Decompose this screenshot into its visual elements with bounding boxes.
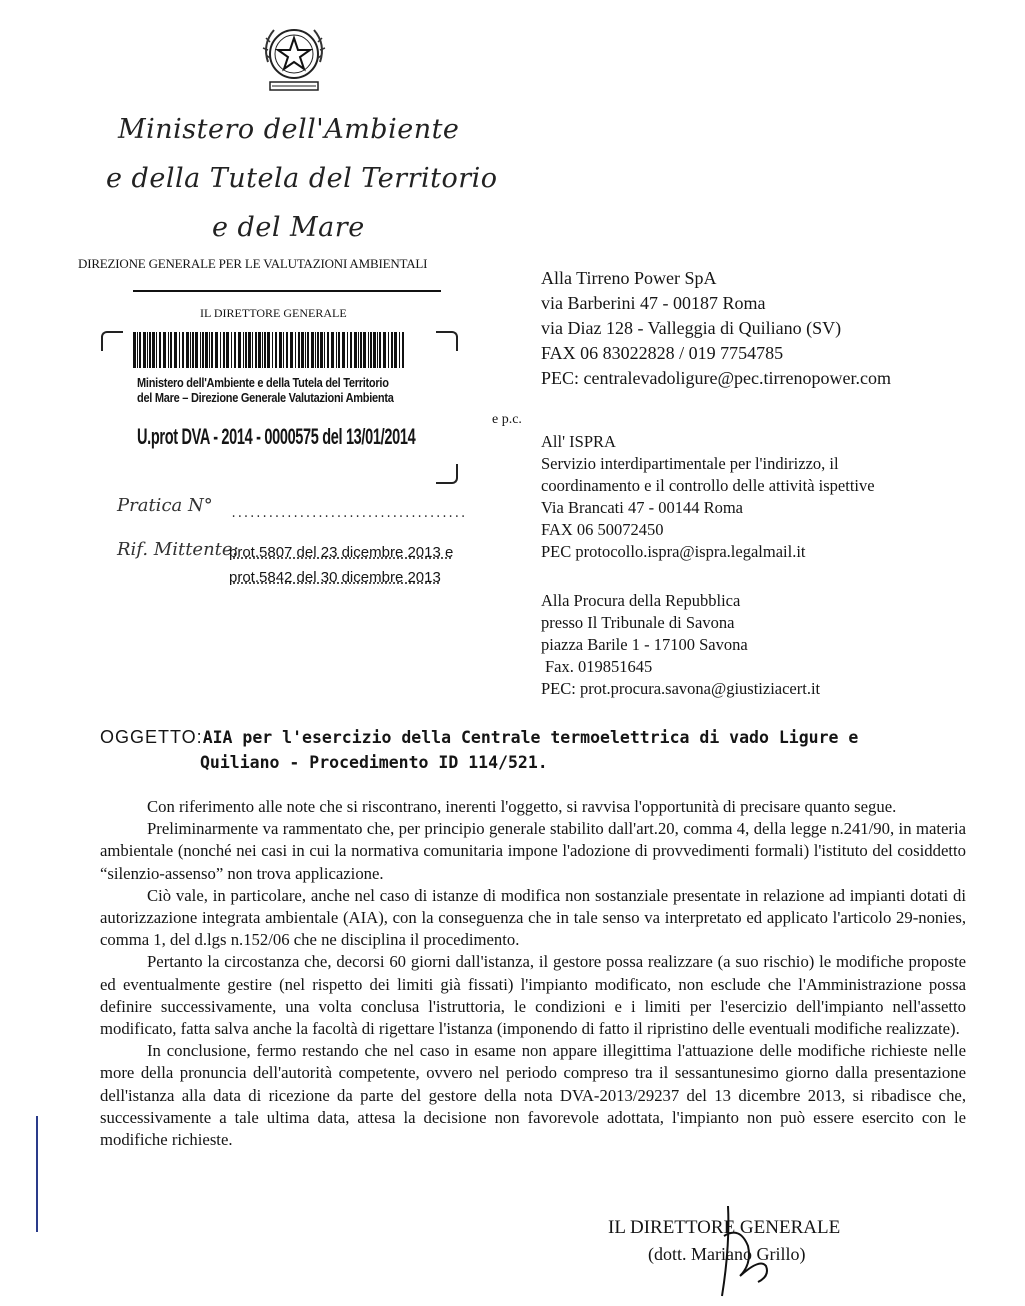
address-line: Via Brancati 47 - 00144 Roma <box>541 498 744 517</box>
barcode-bar <box>255 332 257 368</box>
barcode-bar <box>324 332 325 368</box>
ministry-line-1: Ministero dell'Ambiente <box>118 114 460 145</box>
barcode-bar <box>137 332 138 368</box>
barcode-bar <box>243 332 244 368</box>
address-line: coordinamento e il controllo delle attività ispettive <box>541 476 875 495</box>
barcode-bar <box>231 332 232 368</box>
barcode-bar <box>379 332 381 368</box>
barcode-bar <box>200 332 201 368</box>
barcode-bar <box>195 332 198 368</box>
barcode-bar <box>248 332 251 368</box>
address-line: via Diaz 128 - Valleggia di Quiliano (SV) <box>541 318 842 338</box>
address-line: piazza Barile 1 - 17100 Savona <box>541 635 748 654</box>
barcode-bar <box>147 332 148 368</box>
barcode-bar <box>143 332 146 368</box>
barcode-bar <box>320 332 323 368</box>
address-line: Fax. 019851645 <box>545 657 653 676</box>
barcode-bar <box>370 332 372 368</box>
address-line: PEC: prot.procura.savona@giustiziacert.it <box>541 679 821 698</box>
body-paragraph: Ciò vale, in particolare, anche nel caso di istanze di modifica non sostanziale presentate in relazione ad impianti dotati di autorizzazione integrata ambientale (AIA), con la conseguenza che in tale senso va interpretato ed applicato l'articolo 29-nonies, comma 1, del d.lgs n.152/06 che ne disciplina il procedimento. <box>100 885 966 950</box>
address-line: FAX 06 50072450 <box>541 520 664 539</box>
barcode-bar <box>391 332 393 368</box>
address-line: PEC protocollo.ispra@ispra.legalmail.it <box>541 542 806 561</box>
barcode-bar <box>354 332 357 368</box>
barcode-bar <box>182 332 184 368</box>
barcode-bar <box>347 332 348 368</box>
barcode-bar <box>139 332 141 368</box>
republic-emblem-icon <box>258 18 330 104</box>
barcode-bar <box>264 332 266 368</box>
barcode-bar <box>301 332 304 368</box>
stamp-corner-tl <box>101 331 123 351</box>
barcode-bar <box>238 332 241 368</box>
barcode-bar <box>170 332 172 368</box>
subject-block <box>100 725 980 775</box>
barcode-bar <box>192 332 194 368</box>
address-line: All' ISPRA <box>541 432 616 451</box>
body-paragraph: Preliminarmente va rammentato che, per principio generale stabilito dall'art.20, comma 4, della legge n.241/90, in materia ambientale (nonché nei casi in cui la normativa comunitaria impone l'adozione di provvedimenti formali) l'istituto del cosiddetto “silenzio-assenso” non trova applicazione. <box>100 819 966 883</box>
department-name: DIREZIONE GENERALE PER LE VALUTAZIONI AMBIENTALI <box>78 256 428 271</box>
address-line: via Barberini 47 - 00187 Roma <box>541 293 766 313</box>
ministry-line-3: e del Mare <box>212 212 365 243</box>
barcode-bar <box>290 332 293 368</box>
barcode-bar <box>215 332 218 368</box>
rif-mittente-label: Rif. Mittente: <box>117 539 239 560</box>
header-divider <box>133 290 441 292</box>
barcode-bar <box>315 332 316 368</box>
body-paragraph: In conclusione, fermo restando che nel caso in esame non appare illegittima l'attuazione delle modifiche richieste nelle more della pronuncia dell'autorità competente, ovvero nel periodo compreso tra il sessantunesimo giorno dalla presentazione dell'istanza alla data di ricezione da parte del gestore della nota DVA-2013/29237 del 13 dicembre 2013, si ribadisce che, successivamente a tale ultima data, attesa la decisione non favorevole adottata, l'impianto non può essere esercito con le modifiche richieste. <box>100 1041 966 1150</box>
ministry-line-2: e della Tutela del Territorio <box>106 163 498 194</box>
barcode-bar <box>283 332 284 368</box>
barcode-bar <box>163 332 166 368</box>
stamp-ministry-line2: del Mare – Direzione Generale Valutazioni Ambienta <box>137 391 394 405</box>
barcode-bar <box>373 332 376 368</box>
barcode-bar <box>234 332 236 368</box>
barcode-bar <box>311 332 314 368</box>
barcode-bar <box>223 332 225 368</box>
barcode-bar <box>331 332 334 368</box>
barcode-bar <box>402 332 404 368</box>
barcode-bar <box>336 332 337 368</box>
barcode-bar <box>220 332 221 368</box>
barcode-bar <box>159 332 161 368</box>
barcode-bar <box>342 332 345 368</box>
barcode-bar <box>258 332 261 368</box>
rif-mittente-line1: prot.5807 del 23 dicembre 2013 e <box>229 544 454 561</box>
barcode-bar <box>209 332 210 368</box>
barcode-bar <box>307 332 309 368</box>
barcode-bar <box>338 332 340 368</box>
barcode-bar <box>245 332 247 368</box>
barcode-bar <box>350 332 352 368</box>
signature-title: IL DIRETTORE GENERALE <box>608 1217 841 1238</box>
barcode-bar <box>358 332 359 368</box>
barcode-bar <box>368 332 369 368</box>
recipient-tirreno <box>541 266 891 391</box>
letter-body <box>100 796 966 1151</box>
ep-label: e p.c. <box>492 412 522 427</box>
recipient-ispra <box>541 431 875 563</box>
barcode-bar <box>168 332 169 368</box>
pratica-value: ...................................... <box>230 507 466 521</box>
barcode-bar <box>360 332 362 368</box>
barcode-bar <box>179 332 180 368</box>
body-paragraph: Pertanto la circostanza che, decorsi 60 giorni dall'istanza, il gestore possa realizzare (a suo rischio) le modifiche proposte ed eventualmente gestire (nel rispetto dei limiti già fissati) l'impianto modificato, non esclude che l'Amministrazione possa definire successivamente, una volta conclusa l'istruttoria, le condizioni e i limiti per l'esercizio dell'impianto nell'assetto modificato, fatta salva anche la facoltà di rigettare l'istanza (imponendo di fatto il ripristino delle eventuali modifiche realizzate). <box>100 952 966 1039</box>
barcode-bar <box>152 332 155 368</box>
barcode-bar <box>298 332 300 368</box>
address-line: FAX 06 83022828 / 019 7754785 <box>541 343 784 363</box>
stamp-corner-tr <box>436 331 458 351</box>
address-line: Alla Tirreno Power SpA <box>541 268 717 288</box>
barcode-bar <box>190 332 191 368</box>
margin-mark <box>36 1116 38 1232</box>
barcode-bar <box>272 332 273 368</box>
address-line: presso Il Tribunale di Savona <box>541 613 735 632</box>
barcode-bar <box>383 332 386 368</box>
address-line: Alla Procura della Repubblica <box>541 591 741 610</box>
recipient-procura <box>541 590 820 700</box>
subject-label: OGGETTO: <box>100 727 203 747</box>
barcode-bar <box>252 332 253 368</box>
barcode-bar <box>133 332 136 368</box>
director-small-title: IL DIRETTORE GENERALE <box>200 306 347 320</box>
barcode-bar <box>202 332 204 368</box>
barcode-bar <box>211 332 213 368</box>
barcode-bar <box>149 332 151 368</box>
subject-line1: AIA per l'esercizio della Centrale termoelettrica di vado Ligure e <box>202 728 859 747</box>
barcode-bar <box>388 332 389 368</box>
barcode-bar <box>275 332 277 368</box>
barcode-bar <box>156 332 157 368</box>
barcode-bar <box>399 332 400 368</box>
barcode-bar <box>295 332 296 368</box>
barcode-bar <box>262 332 263 368</box>
address-line: PEC: centralevadoligure@pec.tirrenopower.com <box>541 368 891 388</box>
stamp-barcode <box>133 332 405 368</box>
barcode-bar <box>205 332 208 368</box>
barcode-bar <box>286 332 288 368</box>
barcode-bar <box>174 332 177 368</box>
subject-line2: Quiliano - Procedimento ID 114/521. <box>200 753 548 772</box>
barcode-bar <box>267 332 270 368</box>
barcode-bar <box>394 332 397 368</box>
protocol-number: U.prot DVA - 2014 - 0000575 del 13/01/2014 <box>137 424 416 449</box>
stamp-ministry-line1: Ministero dell'Ambiente e della Tutela del Territorio <box>137 376 389 390</box>
rif-mittente-line2: prot.5842 del 30 dicembre 2013 <box>229 569 441 586</box>
barcode-bar <box>377 332 378 368</box>
barcode-bar <box>305 332 306 368</box>
body-paragraph: Con riferimento alle note che si riscontrano, inerenti l'oggetto, si ravvisa l'opportunità di precisare quanto segue. <box>147 797 897 816</box>
stamp-corner-br <box>436 464 458 484</box>
barcode-bar <box>226 332 229 368</box>
barcode-bar <box>317 332 319 368</box>
address-line: Servizio interdipartimentale per l'indirizzo, il <box>541 454 839 473</box>
barcode-bar <box>279 332 282 368</box>
pratica-label: Pratica N° <box>117 495 213 516</box>
barcode-bar <box>327 332 329 368</box>
barcode-bar <box>363 332 366 368</box>
handwritten-signature <box>700 1196 810 1306</box>
signature-name: (dott. Mariano Grillo) <box>648 1244 806 1264</box>
barcode-bar <box>186 332 189 368</box>
